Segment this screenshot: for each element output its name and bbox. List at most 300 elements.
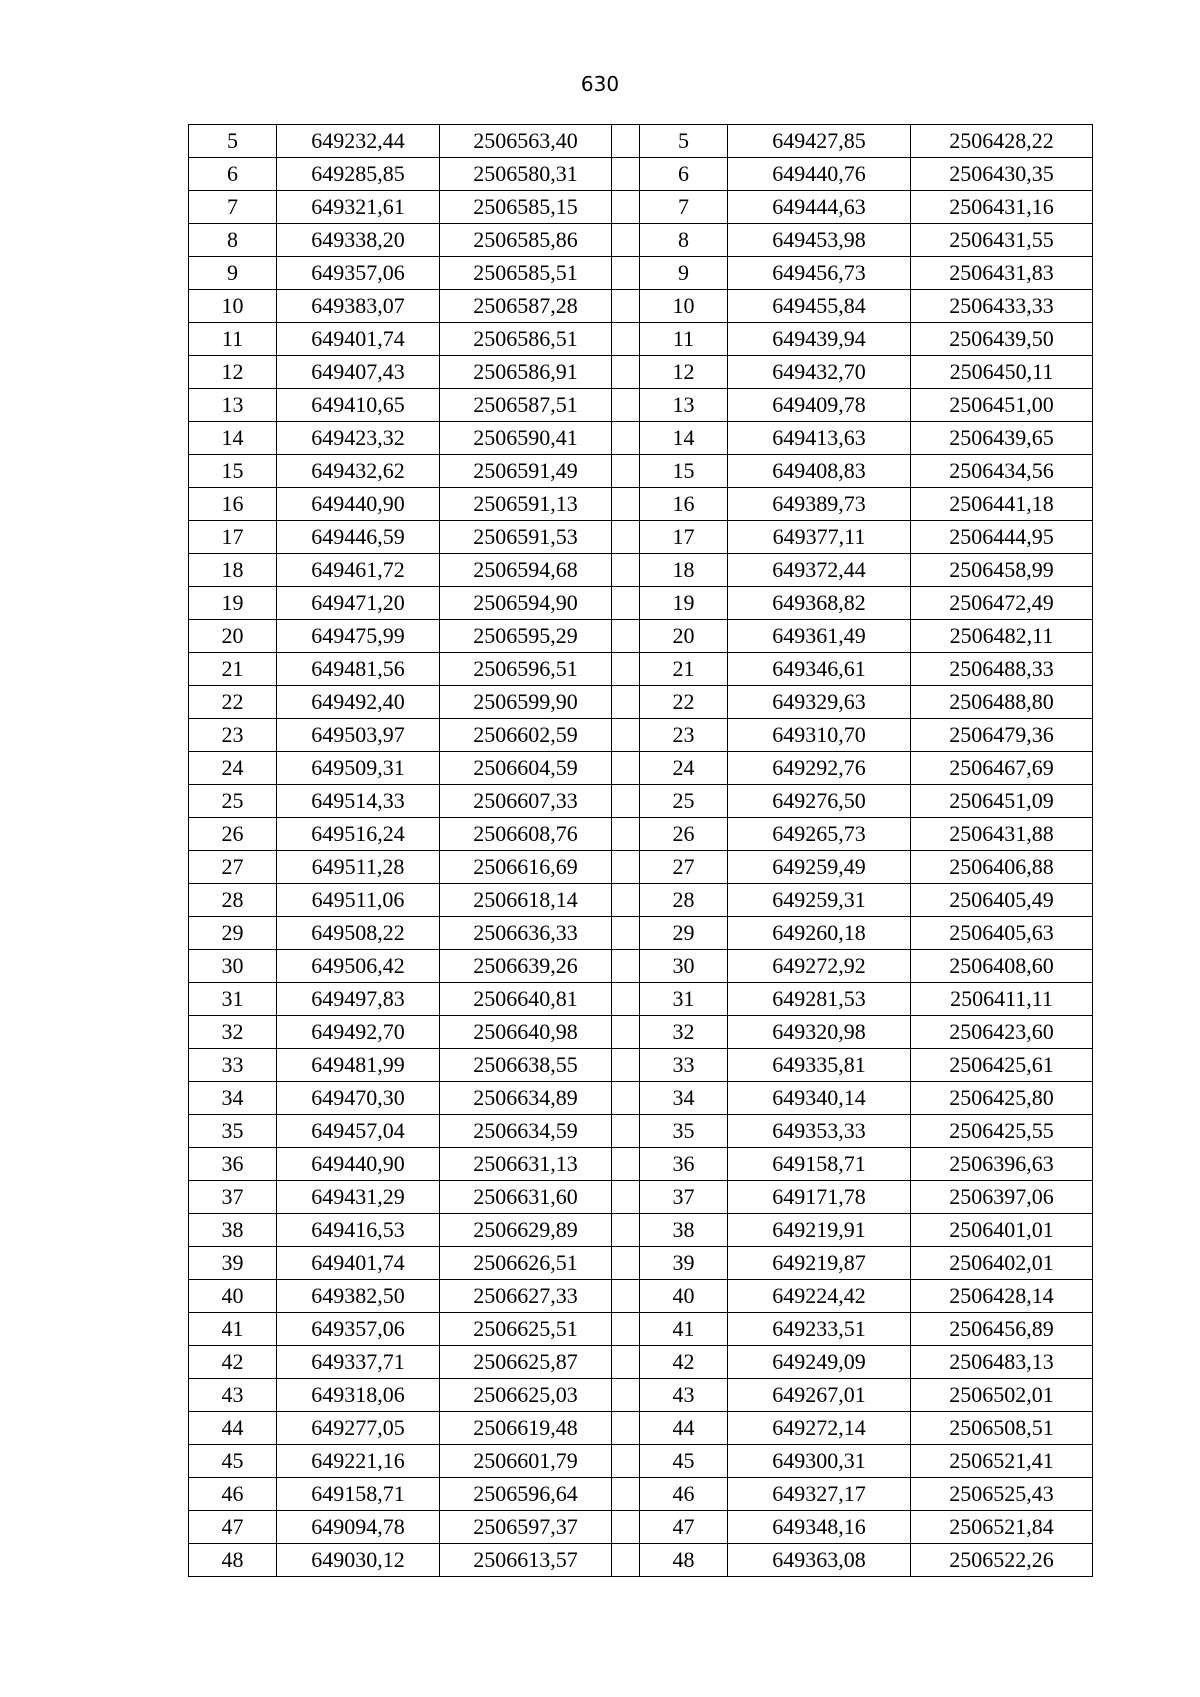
table-row: [189, 323, 1093, 356]
left-x-coordinate: 649401,74: [277, 323, 440, 356]
left-x-coordinate: 649357,06: [277, 1313, 440, 1346]
right-x-coordinate: 649335,81: [728, 1049, 911, 1082]
left-point-number: 27: [189, 851, 277, 884]
right-x-coordinate: 649440,76: [728, 158, 911, 191]
right-point-number: 47: [640, 1511, 728, 1544]
separator-cell: [612, 158, 640, 191]
left-point-number: 45: [189, 1445, 277, 1478]
right-point-number: 48: [640, 1544, 728, 1577]
right-x-coordinate: 649292,76: [728, 752, 911, 785]
right-y-coordinate: 2506502,01: [911, 1379, 1093, 1412]
right-y-coordinate: 2506430,35: [911, 158, 1093, 191]
table-row: [189, 1478, 1093, 1511]
table-row: [189, 1511, 1093, 1544]
table-row: [189, 785, 1093, 818]
separator-cell: [612, 1214, 640, 1247]
left-y-coordinate: 2506626,51: [440, 1247, 612, 1280]
right-point-number: 7: [640, 191, 728, 224]
right-y-coordinate: 2506439,65: [911, 422, 1093, 455]
left-y-coordinate: 2506595,29: [440, 620, 612, 653]
right-x-coordinate: 649327,17: [728, 1478, 911, 1511]
separator-cell: [612, 1544, 640, 1577]
right-x-coordinate: 649353,33: [728, 1115, 911, 1148]
right-x-coordinate: 649158,71: [728, 1148, 911, 1181]
right-point-number: 21: [640, 653, 728, 686]
table-row: [189, 224, 1093, 257]
right-point-number: 5: [640, 125, 728, 158]
table-row: [189, 719, 1093, 752]
separator-cell: [612, 983, 640, 1016]
right-y-coordinate: 2506525,43: [911, 1478, 1093, 1511]
left-y-coordinate: 2506629,89: [440, 1214, 612, 1247]
separator-cell: [612, 224, 640, 257]
left-point-number: 29: [189, 917, 277, 950]
right-x-coordinate: 649439,94: [728, 323, 911, 356]
left-y-coordinate: 2506601,79: [440, 1445, 612, 1478]
left-point-number: 17: [189, 521, 277, 554]
right-y-coordinate: 2506397,06: [911, 1181, 1093, 1214]
left-y-coordinate: 2506586,91: [440, 356, 612, 389]
right-y-coordinate: 2506431,55: [911, 224, 1093, 257]
separator-cell: [612, 818, 640, 851]
right-y-coordinate: 2506441,18: [911, 488, 1093, 521]
left-y-coordinate: 2506591,13: [440, 488, 612, 521]
separator-cell: [612, 1115, 640, 1148]
right-point-number: 35: [640, 1115, 728, 1148]
right-x-coordinate: 649453,98: [728, 224, 911, 257]
left-point-number: 24: [189, 752, 277, 785]
right-point-number: 36: [640, 1148, 728, 1181]
left-point-number: 16: [189, 488, 277, 521]
right-x-coordinate: 649260,18: [728, 917, 911, 950]
right-point-number: 14: [640, 422, 728, 455]
right-x-coordinate: 649272,14: [728, 1412, 911, 1445]
left-point-number: 34: [189, 1082, 277, 1115]
table-row: [189, 422, 1093, 455]
right-point-number: 19: [640, 587, 728, 620]
left-x-coordinate: 649416,53: [277, 1214, 440, 1247]
right-point-number: 34: [640, 1082, 728, 1115]
right-point-number: 16: [640, 488, 728, 521]
table-row: [189, 1313, 1093, 1346]
separator-cell: [612, 389, 640, 422]
table-row: [189, 1544, 1093, 1577]
right-y-coordinate: 2506425,80: [911, 1082, 1093, 1115]
right-x-coordinate: 649455,84: [728, 290, 911, 323]
right-point-number: 13: [640, 389, 728, 422]
left-point-number: 15: [189, 455, 277, 488]
left-point-number: 26: [189, 818, 277, 851]
right-x-coordinate: 649427,85: [728, 125, 911, 158]
left-x-coordinate: 649030,12: [277, 1544, 440, 1577]
left-x-coordinate: 649432,62: [277, 455, 440, 488]
table-row: [189, 1247, 1093, 1280]
left-x-coordinate: 649446,59: [277, 521, 440, 554]
right-x-coordinate: 649276,50: [728, 785, 911, 818]
left-x-coordinate: 649511,06: [277, 884, 440, 917]
left-point-number: 20: [189, 620, 277, 653]
left-x-coordinate: 649321,61: [277, 191, 440, 224]
left-y-coordinate: 2506608,76: [440, 818, 612, 851]
right-point-number: 46: [640, 1478, 728, 1511]
separator-cell: [612, 257, 640, 290]
table-row: [189, 752, 1093, 785]
left-point-number: 14: [189, 422, 277, 455]
left-x-coordinate: 649337,71: [277, 1346, 440, 1379]
separator-cell: [612, 686, 640, 719]
separator-cell: [612, 917, 640, 950]
right-y-coordinate: 2506423,60: [911, 1016, 1093, 1049]
right-y-coordinate: 2506425,61: [911, 1049, 1093, 1082]
right-point-number: 24: [640, 752, 728, 785]
page-number: 630: [580, 72, 620, 96]
right-y-coordinate: 2506479,36: [911, 719, 1093, 752]
table-row: [189, 521, 1093, 554]
table-row: [189, 356, 1093, 389]
left-y-coordinate: 2506587,51: [440, 389, 612, 422]
right-x-coordinate: 649363,08: [728, 1544, 911, 1577]
left-x-coordinate: 649470,30: [277, 1082, 440, 1115]
separator-cell: [612, 521, 640, 554]
left-point-number: 6: [189, 158, 277, 191]
right-y-coordinate: 2506406,88: [911, 851, 1093, 884]
right-point-number: 9: [640, 257, 728, 290]
right-x-coordinate: 649456,73: [728, 257, 911, 290]
separator-cell: [612, 356, 640, 389]
right-x-coordinate: 649361,49: [728, 620, 911, 653]
separator-cell: [612, 884, 640, 917]
right-x-coordinate: 649267,01: [728, 1379, 911, 1412]
right-x-coordinate: 649329,63: [728, 686, 911, 719]
left-point-number: 21: [189, 653, 277, 686]
right-y-coordinate: 2506428,14: [911, 1280, 1093, 1313]
separator-cell: [612, 1313, 640, 1346]
separator-cell: [612, 1412, 640, 1445]
left-point-number: 33: [189, 1049, 277, 1082]
table-row: [189, 587, 1093, 620]
left-point-number: 32: [189, 1016, 277, 1049]
left-x-coordinate: 649481,99: [277, 1049, 440, 1082]
table-row: [189, 620, 1093, 653]
separator-cell: [612, 950, 640, 983]
separator-cell: [612, 323, 640, 356]
table-row: [189, 950, 1093, 983]
separator-cell: [612, 1049, 640, 1082]
right-x-coordinate: 649233,51: [728, 1313, 911, 1346]
right-point-number: 39: [640, 1247, 728, 1280]
separator-cell: [612, 290, 640, 323]
right-y-coordinate: 2506450,11: [911, 356, 1093, 389]
table-row: [189, 488, 1093, 521]
separator-cell: [612, 851, 640, 884]
separator-cell: [612, 1247, 640, 1280]
right-x-coordinate: 649171,78: [728, 1181, 911, 1214]
left-x-coordinate: 649431,29: [277, 1181, 440, 1214]
right-point-number: 8: [640, 224, 728, 257]
table-row: [189, 1346, 1093, 1379]
left-point-number: 23: [189, 719, 277, 752]
right-point-number: 33: [640, 1049, 728, 1082]
left-x-coordinate: 649382,50: [277, 1280, 440, 1313]
left-x-coordinate: 649357,06: [277, 257, 440, 290]
right-y-coordinate: 2506405,49: [911, 884, 1093, 917]
left-x-coordinate: 649158,71: [277, 1478, 440, 1511]
left-y-coordinate: 2506594,68: [440, 554, 612, 587]
right-y-coordinate: 2506456,89: [911, 1313, 1093, 1346]
left-x-coordinate: 649461,72: [277, 554, 440, 587]
table-row: [189, 1412, 1093, 1445]
left-point-number: 5: [189, 125, 277, 158]
left-y-coordinate: 2506585,15: [440, 191, 612, 224]
separator-cell: [612, 191, 640, 224]
right-x-coordinate: 649346,61: [728, 653, 911, 686]
table-row: [189, 1379, 1093, 1412]
right-point-number: 37: [640, 1181, 728, 1214]
left-x-coordinate: 649492,70: [277, 1016, 440, 1049]
left-y-coordinate: 2506638,55: [440, 1049, 612, 1082]
right-y-coordinate: 2506396,63: [911, 1148, 1093, 1181]
right-y-coordinate: 2506431,88: [911, 818, 1093, 851]
right-y-coordinate: 2506411,11: [911, 983, 1093, 1016]
left-x-coordinate: 649285,85: [277, 158, 440, 191]
left-y-coordinate: 2506599,90: [440, 686, 612, 719]
table-row: [189, 884, 1093, 917]
right-point-number: 10: [640, 290, 728, 323]
right-y-coordinate: 2506402,01: [911, 1247, 1093, 1280]
left-y-coordinate: 2506631,60: [440, 1181, 612, 1214]
left-x-coordinate: 649221,16: [277, 1445, 440, 1478]
separator-cell: [612, 752, 640, 785]
separator-cell: [612, 785, 640, 818]
table-row: [189, 1280, 1093, 1313]
separator-cell: [612, 587, 640, 620]
left-y-coordinate: 2506602,59: [440, 719, 612, 752]
right-y-coordinate: 2506401,01: [911, 1214, 1093, 1247]
separator-cell: [612, 1511, 640, 1544]
left-x-coordinate: 649511,28: [277, 851, 440, 884]
left-y-coordinate: 2506596,64: [440, 1478, 612, 1511]
left-y-coordinate: 2506604,59: [440, 752, 612, 785]
table-row: [189, 455, 1093, 488]
left-point-number: 7: [189, 191, 277, 224]
left-y-coordinate: 2506640,81: [440, 983, 612, 1016]
separator-cell: [612, 1148, 640, 1181]
left-x-coordinate: 649440,90: [277, 488, 440, 521]
right-x-coordinate: 649377,11: [728, 521, 911, 554]
right-point-number: 29: [640, 917, 728, 950]
right-point-number: 11: [640, 323, 728, 356]
left-y-coordinate: 2506631,13: [440, 1148, 612, 1181]
right-y-coordinate: 2506425,55: [911, 1115, 1093, 1148]
table-row: [189, 1148, 1093, 1181]
right-x-coordinate: 649409,78: [728, 389, 911, 422]
right-point-number: 45: [640, 1445, 728, 1478]
left-point-number: 46: [189, 1478, 277, 1511]
left-x-coordinate: 649506,42: [277, 950, 440, 983]
left-x-coordinate: 649440,90: [277, 1148, 440, 1181]
right-point-number: 22: [640, 686, 728, 719]
right-y-coordinate: 2506482,11: [911, 620, 1093, 653]
left-point-number: 28: [189, 884, 277, 917]
left-y-coordinate: 2506591,53: [440, 521, 612, 554]
left-x-coordinate: 649338,20: [277, 224, 440, 257]
left-y-coordinate: 2506594,90: [440, 587, 612, 620]
right-point-number: 18: [640, 554, 728, 587]
left-y-coordinate: 2506587,28: [440, 290, 612, 323]
left-y-coordinate: 2506625,51: [440, 1313, 612, 1346]
table-row: [189, 1181, 1093, 1214]
right-point-number: 30: [640, 950, 728, 983]
left-point-number: 25: [189, 785, 277, 818]
right-y-coordinate: 2506431,16: [911, 191, 1093, 224]
left-x-coordinate: 649492,40: [277, 686, 440, 719]
left-x-coordinate: 649508,22: [277, 917, 440, 950]
right-y-coordinate: 2506444,95: [911, 521, 1093, 554]
right-point-number: 12: [640, 356, 728, 389]
right-point-number: 27: [640, 851, 728, 884]
left-point-number: 31: [189, 983, 277, 1016]
table-row: [189, 818, 1093, 851]
right-y-coordinate: 2506433,33: [911, 290, 1093, 323]
left-x-coordinate: 649457,04: [277, 1115, 440, 1148]
left-x-coordinate: 649423,32: [277, 422, 440, 455]
coordinates-table: [188, 124, 1093, 1577]
left-x-coordinate: 649094,78: [277, 1511, 440, 1544]
right-x-coordinate: 649265,73: [728, 818, 911, 851]
table-row: [189, 389, 1093, 422]
right-point-number: 6: [640, 158, 728, 191]
left-point-number: 19: [189, 587, 277, 620]
right-x-coordinate: 649348,16: [728, 1511, 911, 1544]
table-row: [189, 1016, 1093, 1049]
right-point-number: 38: [640, 1214, 728, 1247]
right-y-coordinate: 2506408,60: [911, 950, 1093, 983]
left-x-coordinate: 649516,24: [277, 818, 440, 851]
left-x-coordinate: 649497,83: [277, 983, 440, 1016]
left-x-coordinate: 649401,74: [277, 1247, 440, 1280]
left-y-coordinate: 2506585,51: [440, 257, 612, 290]
left-x-coordinate: 649475,99: [277, 620, 440, 653]
separator-cell: [612, 422, 640, 455]
right-x-coordinate: 649372,44: [728, 554, 911, 587]
separator-cell: [612, 1445, 640, 1478]
left-point-number: 11: [189, 323, 277, 356]
table-row: [189, 1214, 1093, 1247]
left-y-coordinate: 2506563,40: [440, 125, 612, 158]
left-point-number: 42: [189, 1346, 277, 1379]
left-point-number: 36: [189, 1148, 277, 1181]
left-point-number: 22: [189, 686, 277, 719]
left-y-coordinate: 2506580,31: [440, 158, 612, 191]
right-x-coordinate: 649219,87: [728, 1247, 911, 1280]
left-y-coordinate: 2506596,51: [440, 653, 612, 686]
table-row: [189, 1445, 1093, 1478]
right-point-number: 15: [640, 455, 728, 488]
right-y-coordinate: 2506451,00: [911, 389, 1093, 422]
table-row: [189, 917, 1093, 950]
right-y-coordinate: 2506467,69: [911, 752, 1093, 785]
right-y-coordinate: 2506522,26: [911, 1544, 1093, 1577]
separator-cell: [612, 1379, 640, 1412]
right-point-number: 23: [640, 719, 728, 752]
right-y-coordinate: 2506405,63: [911, 917, 1093, 950]
right-y-coordinate: 2506488,33: [911, 653, 1093, 686]
right-x-coordinate: 649219,91: [728, 1214, 911, 1247]
separator-cell: [612, 1016, 640, 1049]
left-point-number: 10: [189, 290, 277, 323]
right-point-number: 43: [640, 1379, 728, 1412]
left-point-number: 39: [189, 1247, 277, 1280]
right-x-coordinate: 649413,63: [728, 422, 911, 455]
left-y-coordinate: 2506607,33: [440, 785, 612, 818]
left-y-coordinate: 2506625,87: [440, 1346, 612, 1379]
left-x-coordinate: 649481,56: [277, 653, 440, 686]
right-point-number: 20: [640, 620, 728, 653]
right-y-coordinate: 2506431,83: [911, 257, 1093, 290]
table-row: [189, 257, 1093, 290]
left-x-coordinate: 649407,43: [277, 356, 440, 389]
table-row: [189, 554, 1093, 587]
right-point-number: 40: [640, 1280, 728, 1313]
right-y-coordinate: 2506483,13: [911, 1346, 1093, 1379]
left-y-coordinate: 2506618,14: [440, 884, 612, 917]
separator-cell: [612, 1346, 640, 1379]
left-y-coordinate: 2506586,51: [440, 323, 612, 356]
left-y-coordinate: 2506613,57: [440, 1544, 612, 1577]
right-x-coordinate: 649389,73: [728, 488, 911, 521]
right-point-number: 42: [640, 1346, 728, 1379]
left-x-coordinate: 649383,07: [277, 290, 440, 323]
right-y-coordinate: 2506521,41: [911, 1445, 1093, 1478]
table-row: [189, 158, 1093, 191]
table-row: [189, 653, 1093, 686]
right-x-coordinate: 649272,92: [728, 950, 911, 983]
right-y-coordinate: 2506428,22: [911, 125, 1093, 158]
left-x-coordinate: 649277,05: [277, 1412, 440, 1445]
right-point-number: 32: [640, 1016, 728, 1049]
table-row: [189, 125, 1093, 158]
left-y-coordinate: 2506590,41: [440, 422, 612, 455]
right-x-coordinate: 649259,49: [728, 851, 911, 884]
left-point-number: 12: [189, 356, 277, 389]
right-x-coordinate: 649281,53: [728, 983, 911, 1016]
left-y-coordinate: 2506619,48: [440, 1412, 612, 1445]
right-y-coordinate: 2506458,99: [911, 554, 1093, 587]
right-x-coordinate: 649310,70: [728, 719, 911, 752]
separator-cell: [612, 653, 640, 686]
right-x-coordinate: 649249,09: [728, 1346, 911, 1379]
left-y-coordinate: 2506585,86: [440, 224, 612, 257]
left-y-coordinate: 2506591,49: [440, 455, 612, 488]
right-y-coordinate: 2506508,51: [911, 1412, 1093, 1445]
right-y-coordinate: 2506488,80: [911, 686, 1093, 719]
left-point-number: 35: [189, 1115, 277, 1148]
separator-cell: [612, 488, 640, 521]
right-y-coordinate: 2506472,49: [911, 587, 1093, 620]
left-x-coordinate: 649410,65: [277, 389, 440, 422]
left-y-coordinate: 2506634,89: [440, 1082, 612, 1115]
left-point-number: 43: [189, 1379, 277, 1412]
separator-cell: [612, 554, 640, 587]
coordinates-table-body: [189, 125, 1093, 1577]
separator-cell: [612, 719, 640, 752]
right-point-number: 44: [640, 1412, 728, 1445]
right-y-coordinate: 2506451,09: [911, 785, 1093, 818]
left-point-number: 13: [189, 389, 277, 422]
right-x-coordinate: 649368,82: [728, 587, 911, 620]
separator-cell: [612, 455, 640, 488]
right-y-coordinate: 2506521,84: [911, 1511, 1093, 1544]
